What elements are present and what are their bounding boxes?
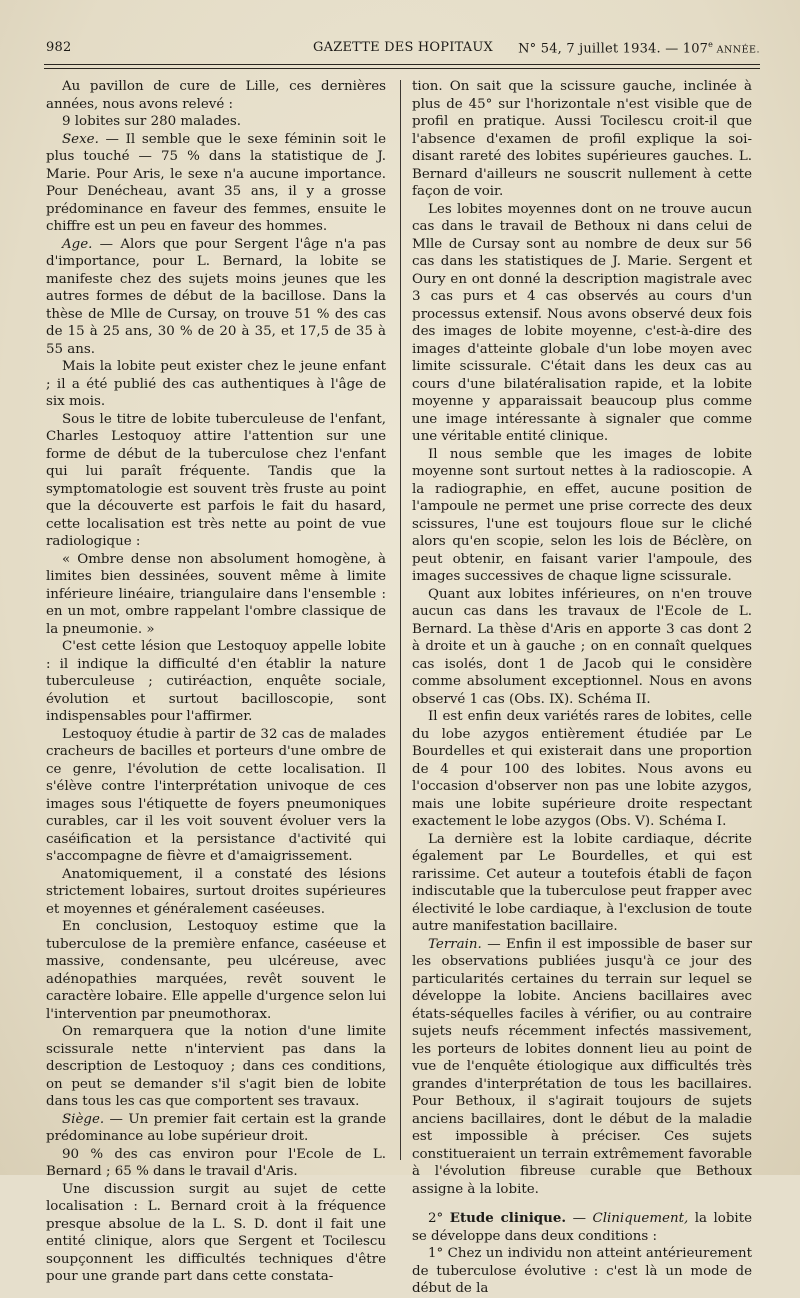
paragraph: Sous le titre de lobite tuberculeuse de l'enfant, Charles Lestoquoy attire l'attention sur une forme de début de la tuberculose chez l'enfant qui lui paraît fréquente. Tandis que la symptomatologie est souvent très fruste au point que la découverte est parfois le fait du hasard, cette localisation est très nette au point de vue radiologique : (46, 411, 386, 549)
header-rule-thin (44, 68, 760, 69)
paragraph: On remarquera que la notion d'une limite scissurale nette n'intervient pas dans la description de Lestoquoy ; dans ces conditions, on peut se demander s'il s'agit bien de lobite dans tous les cas que comportent ses travaux. (46, 1024, 386, 1109)
left-column (46, 78, 386, 1284)
paragraph-text: — Il semble que le sexe féminin soit le plus touché — 75 % dans la statistique de J. Marie. Pour Aris, le sexe n'a aucune importance. Pour Denécheau, avant 35 ans, il y a grosse prédominance en faveur des femmes, ensuite le chiffre est un peu en faveur des hommes. (46, 131, 386, 234)
issue-date: N° 54, 7 juillet 1934. — 107 (518, 41, 709, 57)
column-divider (400, 80, 401, 1160)
paragraph (46, 131, 386, 236)
section-heading-paragraph: 2° Etude clinique. — Cliniquement, la lobite se développe dans deux conditions : (412, 1210, 753, 1244)
paragraph: Anatomiquement, il a constaté des lésions strictement lobaires, surtout droites supérieures et moyennes et généralement caséeuses. (46, 866, 386, 917)
paragraph: Les lobites moyennes dont on ne trouve aucun cas dans le travail de Bethoux ni dans celui de Mlle de Cursay sont au nombre de deux sur 56 cas dans les statistiques de J. Marie. Sergent et Oury en ont donné la description magistrale avec 3 cas purs et 4 cas observés au cours d'un processus extensif. Nous avons observé deux fois des images de lobite moyenne, c'est-à-dire des images d'atteinte globale d'un lobe moyen avec limite scissurale. C'était dans les deux cas au cours d'une bilatéralisation rapide, et la lobite moyenne y apparaissait beaucoup plus comme une image intéressante à signaler que comme une véritable entité clinique. (412, 201, 752, 444)
paragraph: Il nous semble que les images de lobite moyenne sont surtout nettes à la radioscopie. A la radiographie, en effet, aucune position de l'ampoule ne permet une prise correcte des deux scissures, l'une est toujours floue sur le cliché alors qu'en scopie, selon les lois de Béclère, on peut obtenir, en faisant varier l'ampoule, des images successives de chaque ligne scissurale. (412, 446, 752, 584)
paragraph: Une discussion surgit au sujet de cette localisation : L. Bernard croit à la fréquence presque absolue de la L. S. D. dont il fait une entité clinique, alors que Sergent et Tocilescu soupçonnent les difficultés techniques d'être pour une grande part dans cette constata- (46, 1181, 386, 1284)
paragraph: Lestoquoy étudie à partir de 32 cas de malades cracheurs de bacilles et porteurs d'une ombre de ce genre, l'évolution de cette localisation. Il s'élève contre l'interprétation univoque de ces images sous l'étiquette de foyers pneumoniques curables, car il les voit souvent évoluer vers la caséification et la persistance d'activité qui s'accompagne de fièvre et d'amaigrissement. (46, 726, 386, 864)
paragraph (46, 1111, 386, 1146)
section-label: Age. (62, 236, 93, 252)
section-label: Terrain. (428, 936, 482, 952)
paragraph: En conclusion, Lestoquoy estime que la tuberculose de la première enfance, caséeuse et massive, condensante, peu ulcéreuse, avec adénopathies marquées, revêt souvent le caractère lobaire. Elle appelle d'urgence selon lui l'intervention par pneumothorax. (46, 919, 386, 1022)
running-header (46, 40, 760, 64)
section-number: 2° (428, 1211, 444, 1226)
paragraph: C'est cette lésion que Lestoquoy appelle lobite : il indique la difficulté d'en établir la nature tuberculeuse ; cutiréaction, enquête sociale, évolution et surtout bacilloscopie, sont indispensables pour l'affirmer. (46, 639, 386, 724)
section-label: Sexe. (62, 131, 99, 147)
paragraph: La dernière est la lobite cardiaque, décrite également par Le Bourdelles, et qui est rarissime. Cet auteur a toutefois établi de façon indiscutable que la tuberculose peut frapper avec électivité le lobe cardiaque, à l'exclusion de toute autre manifestation bacillaire. (412, 831, 752, 934)
section-label: Siège. (62, 1111, 105, 1127)
issue-info (518, 40, 760, 56)
section-label: Cliniquement, (592, 1211, 689, 1226)
paragraph-text: — Alors que pour Sergent l'âge n'a pas d'importance, pour L. Bernard, la lobite se manifeste chez des sujets moins jeunes que les autres formes de début de la bacillose. Dans la thèse de Mlle de Cursay, on trouve 51 % des cas de 15 à 25 ans, 30 % de 20 à 35, et 17,5 de 35 à 55 ans. (46, 236, 386, 357)
paragraph: Quant aux lobites inférieures, on n'en trouve aucun cas dans les travaux de l'Ecole de L. Bernard. La thèse d'Aris en apporte 3 cas dont 2 à droite et un à gauche ; on en connaît quelques cas isolés, dont 1 de Jacob qui le considère comme absolument exceptionnel. Nous en avons observé 1 cas (Obs. IX). Schéma II. (412, 586, 752, 707)
journal-title: GAZETTE DES HOPITAUX (313, 40, 493, 55)
paragraph-text: la lobite se développe dans deux conditions : (412, 1211, 753, 1244)
section-heading: Etude clinique. (449, 1210, 567, 1226)
paragraph (46, 236, 386, 359)
quotation: « Ombre dense non absolument homogène, à limites bien dessinées, souvent même à limite inférieure linéaire, triangulaire dans l'ensemble : en un mot, ombre rappelant l'ombre classique de la pneumonie. » (46, 551, 386, 637)
paragraph: Au pavillon de cure de Lille, ces dernières années, nous avons relevé : (46, 79, 386, 112)
page-number: 982 (46, 40, 72, 55)
header-rule-thick (44, 64, 760, 65)
paragraph: 90 % des cas environ pour l'Ecole de L. Bernard ; 65 % dans le travail d'Aris. (46, 1146, 386, 1179)
paragraph-text: — Un premier fait certain est la grande prédominance au lobe supérieur droit. (46, 1111, 386, 1144)
right-column (412, 78, 753, 1296)
paragraph: Mais la lobite peut exister chez le jeune enfant ; il a été publié des cas authentiques à l'âge de six mois. (46, 359, 386, 409)
paragraph: 9 lobites sur 280 malades. (62, 114, 241, 129)
paragraph (412, 936, 752, 1199)
issue-sup: e (708, 40, 714, 49)
paragraph: Il est enfin deux variétés rares de lobites, celle du lobe azygos entièrement étudiée par Le Bourdelles et qui existerait dans une proportion de 4 pour 100 des lobites. Nous avons eu l'occasion d'observer non pas une lobite azygos, mais une lobite supérieure droite respectant exactement le lobe azygos (Obs. V). Schéma I. (412, 709, 752, 829)
paragraph-text: — Enfin il est impossible de baser sur les observations publiées jusqu'à ce jour des particularités certaines du terrain sur lequel se développe la lobite. Anciens bacillaires avec états-séquelles faciles à vérifier, ou au contraire sujets neufs récemment infectés massivement, les porteurs de lobites donnent lieu au point de vue de l'enquête étiologique aux difficultés très grandes d'interprétation de tous les bacillaires. Pour Bethoux, il s'agirait toujours de sujets anciens bacillaires, dont le début de la maladie est impossible à préciser. Ces sujets constitueraient un terrain extrêmement favorable à l'évolution fibreuse curable que Bethoux assigne à la lobite. (412, 936, 752, 1197)
paragraph: 1° Chez un individu non atteint antérieurement de tuberculose évolutive : c'est là un mode de début de la (412, 1246, 752, 1296)
paragraph: tion. On sait que la scissure gauche, inclinée à plus de 45° sur l'horizontale n'est visible que de profil en pratique. Aussi Tocilescu croit-il que l'absence d'examen de profil explique la soi-disant rareté des lobites supérieures gauches. L. Bernard d'ailleurs ne souscrit nullement à cette façon de voir. (412, 79, 752, 199)
issue-year-label: ANNÉE. (713, 44, 760, 56)
